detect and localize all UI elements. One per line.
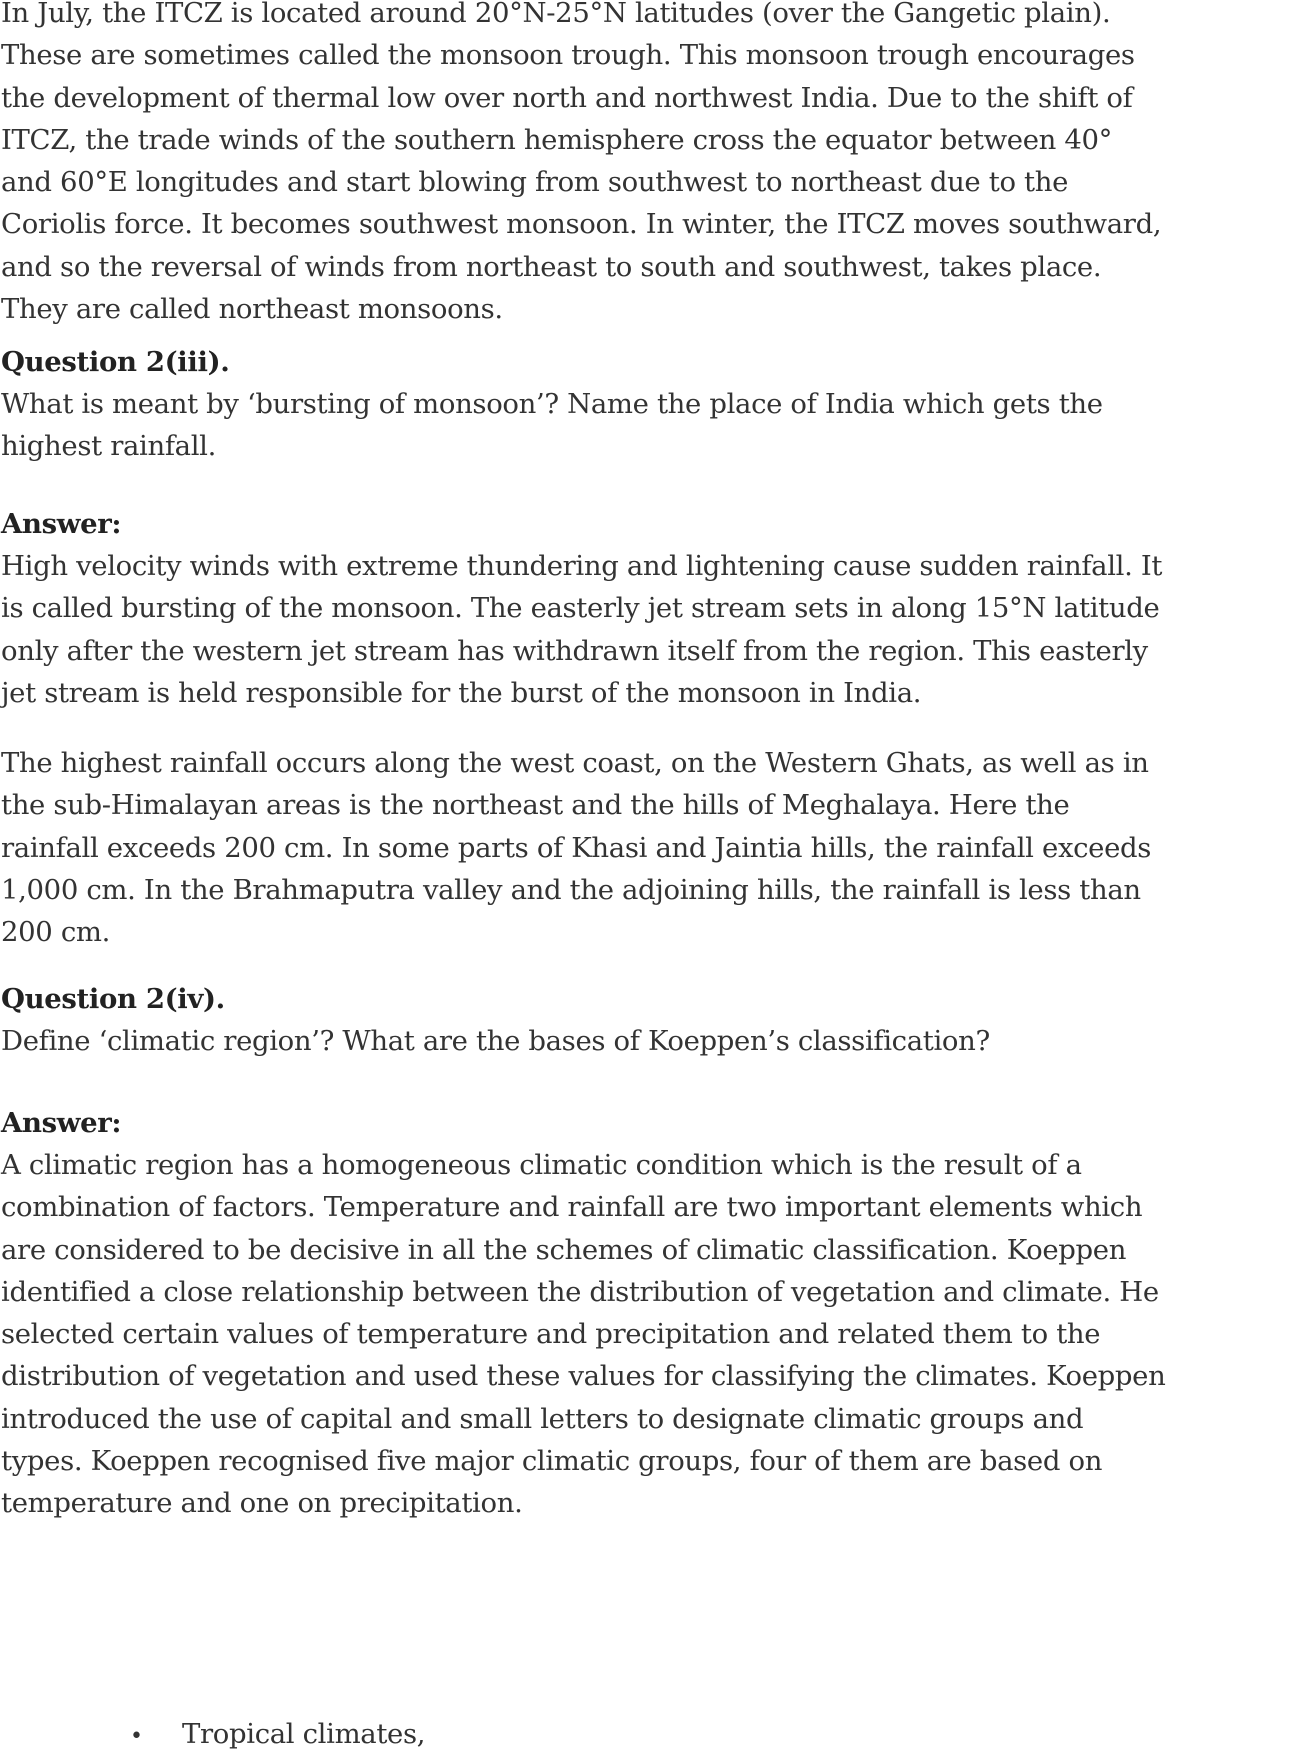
- answer-2-iii-paragraph-1: High velocity winds with extreme thundering and lightening cause sudden rainfall. It is called bursting of the monsoon. The easterly jet stream sets in along 15°N latitude only after the western jet stream has withdrawn itself from the region. This easterly jet stream is held responsible for the burst of the monsoon in India.: [1, 550, 1163, 709]
- question-2-iii-text: What is meant by ‘bursting of monsoon’? Name the place of India which gets the highest rainfall.: [1, 388, 1103, 463]
- list-item: [130, 1713, 425, 1758]
- answer-2-iv-heading: Answer:: [1, 1107, 122, 1139]
- answer-2-iii-paragraph-2: The highest rainfall occurs along the west coast, on the Western Ghats, as well as in the sub-Himalayan areas is the northeast and the hills of Meghalaya. Here the rainfall exceeds 200 cm. In some parts of Khasi and Jaintia hills, the rainfall exceeds 1,000 cm. In the Brahmaputra valley and the adjoining hills, the rainfall is less than 200 cm.: [1, 747, 1152, 949]
- question-2-iii-heading: Question 2(iii).: [1, 346, 230, 378]
- answer-2-iii-heading: Answer:: [1, 508, 122, 540]
- question-2-iv-heading: Question 2(iv).: [1, 983, 225, 1015]
- bullet-icon: [130, 1713, 182, 1758]
- answer-2-iv-paragraph: A climatic region has a homogeneous climatic condition which is the result of a combination of factors. Temperature and rainfall are two important elements which are considered to be decisive in all the schemes of climatic classification. Koeppen identified a close relationship between the distribution of vegetation and climate. He selected certain values of temperature and precipitation and related them to the distribution of vegetation and used these values for classifying the climates. Koeppen introduced the use of capital and small letters to designate climatic groups and types. Koeppen recognised five major climatic groups, four of them are based on temperature and one on precipitation.: [1, 1149, 1166, 1520]
- intro-paragraph: In July, the ITCZ is located around 20°N-25°N latitudes (over the Gangetic plain). These are sometimes called the monsoon trough. This monsoon trough encourages the development of thermal low over north and northwest India. Due to the shift of ITCZ, the trade winds of the southern hemisphere cross the equator between 40° and 60°E longitudes and start blowing from southwest to northeast due to the Coriolis force. It becomes southwest monsoon. In winter, the ITCZ moves southward, and so the reversal of winds from northeast to south and southwest, takes place. They are called northeast monsoons.: [1, 0, 1162, 326]
- question-2-iv-text: Define ‘climatic region’? What are the bases of Koeppen’s classification?: [1, 1025, 990, 1057]
- list-item-text: Tropical climates,: [182, 1718, 426, 1750]
